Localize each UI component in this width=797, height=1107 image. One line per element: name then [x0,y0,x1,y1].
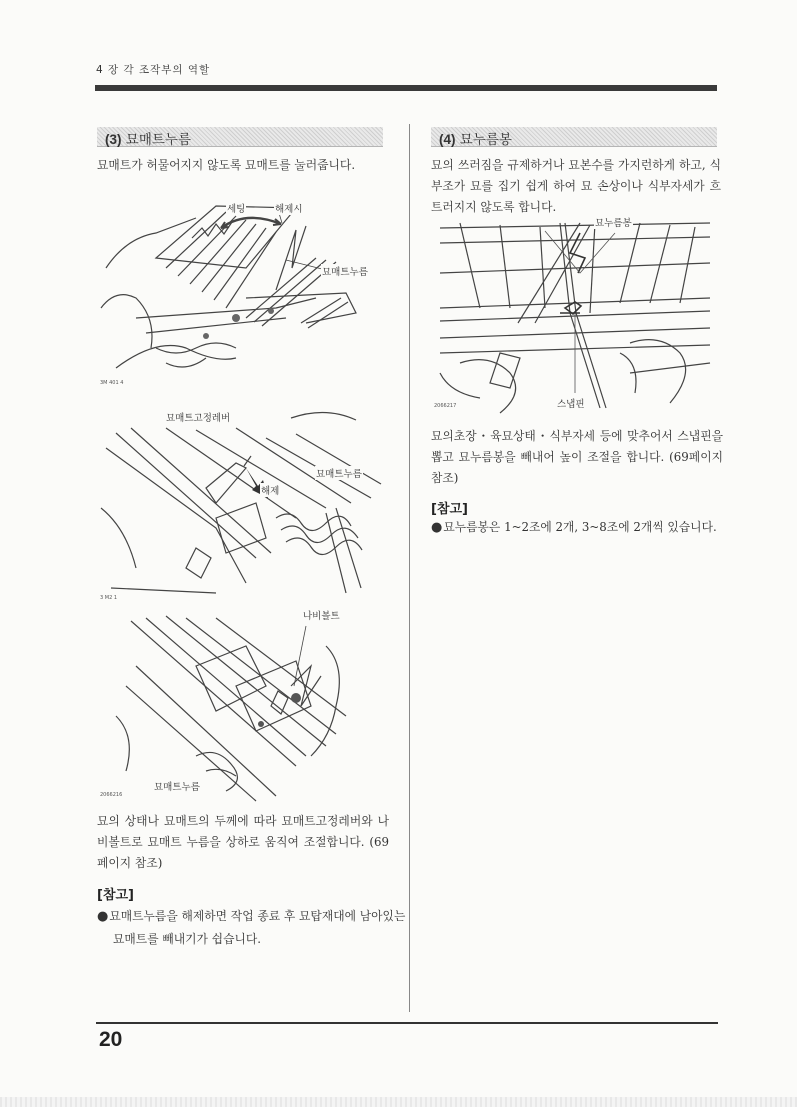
label-mat-press: 묘매트누름 [153,779,201,793]
wing-bolt-diagram [96,606,396,806]
label-release-position: 해제시 [274,201,304,215]
intro-text: 묘의 쓰러짐을 규제하거나 묘본수를 가지런하게 하고, 식부조가 묘를 집기 쉽게 하여 묘 손상이나 식부자세가 흐트러지지 않도록 합니다. [431,158,721,214]
figure-code: 3M 401 4 [100,380,124,386]
label-press-rod: 묘누름봉 [594,215,633,229]
header-rule [95,85,717,91]
reference-note: ●묘매트누름을 해제하면 작업 종료 후 묘탑재대에 남아있는 묘매트를 빼내기가 쉽습니다. [97,909,406,946]
reference-note: ●묘누름봉은 1~2조에 2개, 3~8조에 2개씩 있습니다. [431,520,717,535]
figure-code: 2066217 [434,403,457,409]
press-rod-diagram [430,213,720,420]
section-heading-mat-press [97,127,383,147]
label-mat-press: 묘매트누름 [315,466,363,480]
section-title: 묘누름봉 [459,132,512,148]
label-wing-bolt: 나비볼트 [302,608,341,622]
figure-code: 3 M2 1 [100,595,118,601]
column-divider [409,124,410,1012]
section-title: 묘매트누름 [125,132,192,148]
fixing-lever-diagram [96,408,396,602]
adjust-text: 묘의 상태나 묘매트의 두께에 따라 묘매트고정레버와 나비볼트로 묘매트 누름을 상하로 움직여 조절합니다. (69페이지 참조) [97,814,389,870]
reference-heading: [참고] [97,888,134,903]
footer-rule [96,1022,718,1024]
intro-text: 묘매트가 허물어지지 않도록 묘매트를 눌러줍니다. [97,158,356,172]
bullet-icon: ● [97,909,109,924]
section-number: (3) [105,132,122,147]
section-number: (4) [439,132,456,147]
label-mat-press: 묘매트누름 [321,264,369,278]
mat-press-diagram [96,198,396,393]
page-number: 20 [99,1028,123,1051]
figure-code: 2066216 [100,792,123,798]
bullet-icon: ● [431,520,443,535]
label-setting: 세팅 [226,201,246,215]
figure-seedling-press-rod [430,213,720,420]
reference-heading: [참고] [431,502,468,517]
chapter-header: 4 장 각 조작부의 역할 [96,64,211,76]
adjust-text: 묘의초장・육묘상태・식부자세 등에 맞추어서 스냅핀을 뽑고 묘누름봉을 빼내어 높이 조절을 합니다. (69페이지 참조) [431,429,723,485]
label-fixing-lever: 묘매트고정레버 [165,410,231,424]
label-snap-pin: 스냅핀 [556,396,586,410]
figure-mat-fixing-lever [96,408,396,602]
figure-wing-bolt [96,606,396,806]
figure-mat-press-setting [96,198,396,393]
section-heading-seedling-press-rod [431,127,717,147]
label-release: 해제 [260,483,280,497]
scan-edge [0,1097,797,1107]
